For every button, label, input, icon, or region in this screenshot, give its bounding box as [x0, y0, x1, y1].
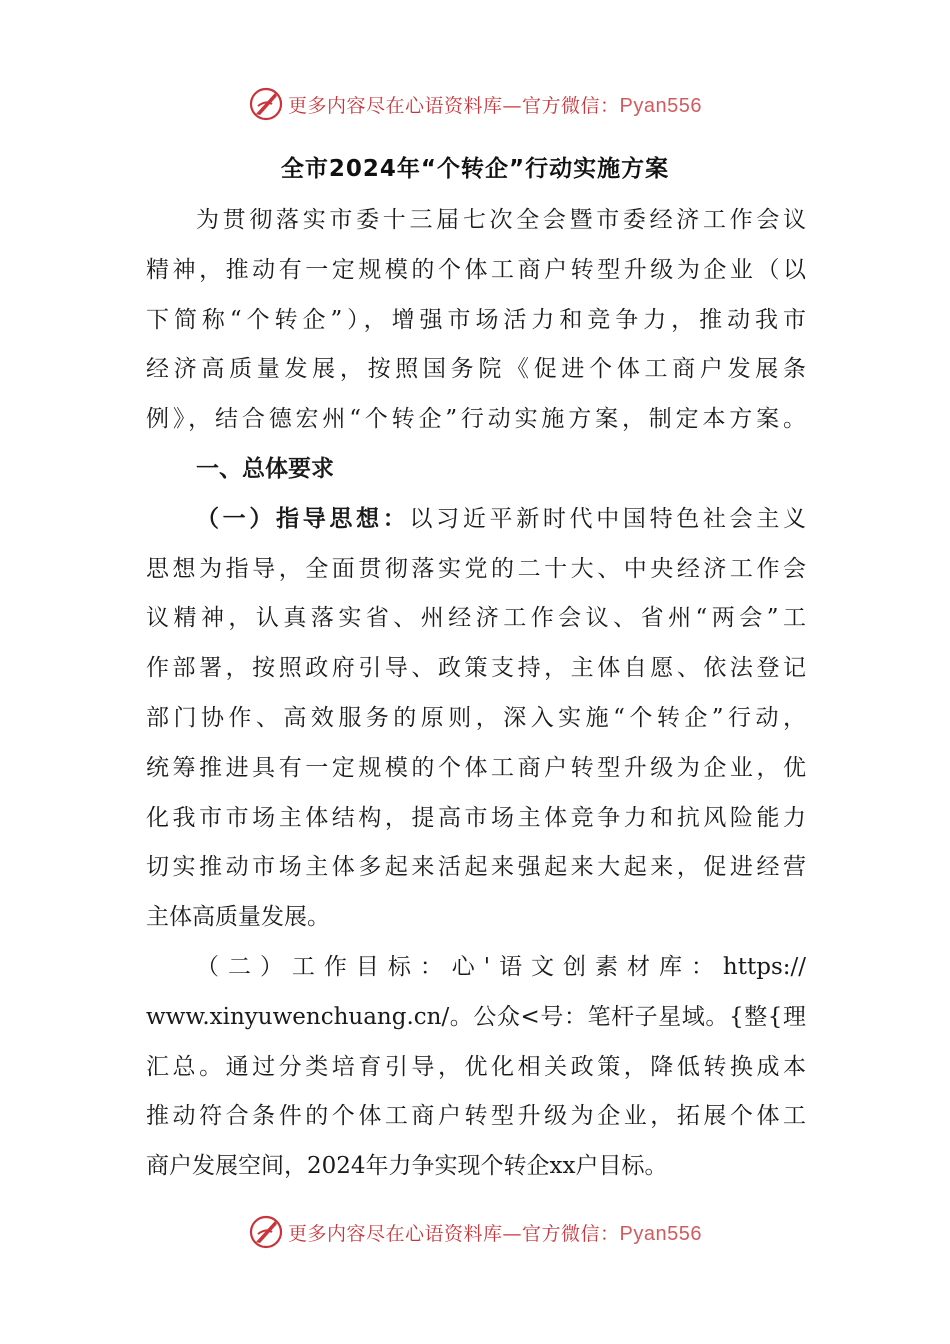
- paragraph-line: 思想为指导，全面贯彻落实党的二十大、中央经济工作会: [146, 555, 806, 582]
- paragraph-line: 精神，推动有一定规模的个体工商户转型升级为企业（以: [146, 256, 806, 283]
- watermark-banner-bottom: [0, 1212, 950, 1252]
- section-heading: 一、总体要求: [196, 455, 334, 482]
- paragraph-line: （一）指导思想：以习近平新时代中国特色社会主义: [196, 505, 807, 532]
- paragraph-line: 统筹推进具有一定规模的个体工商户转型升级为企业，优: [146, 754, 806, 781]
- paragraph-line: 主体高质量发展。: [146, 904, 330, 931]
- paragraph-line: 经济高质量发展，按照国务院《促进个体工商户发展条: [146, 356, 806, 383]
- document-title: 全市2024年“个转企”行动实施方案: [280, 156, 670, 182]
- watermark-text-top: 更多内容尽在心语资料库—官方微信：Pyan556: [288, 94, 702, 117]
- paragraph-line: 化我市市场主体结构，提高市场主体竞争力和抗风险能力: [146, 804, 806, 831]
- paragraph-line: 议精神，认真落实省、州经济工作会议、省州“两会”工: [146, 605, 806, 632]
- paragraph-line: www.xinyuwenchuang.cn/。公众<号：笔杆子星域。{整{理: [146, 1003, 806, 1030]
- subsection-label: （一）指导思想：: [196, 505, 410, 532]
- quill-logo-icon: [248, 86, 284, 122]
- paragraph-line: （二）工作目标：心'语文创素材库：https://: [196, 953, 806, 980]
- paragraph-line: 商户发展空间，2024年力争实现个转企xx户目标。: [146, 1153, 668, 1180]
- paragraph-line: 切实推动市场主体多起来活起来强起来大起来，促进经营: [146, 854, 806, 881]
- paragraph-line: 为贯彻落实市委十三届七次全会暨市委经济工作会议: [196, 207, 806, 233]
- paragraph-line: 部门协作、高效服务的原则，深入实施“个转企”行动，: [146, 704, 806, 731]
- paragraph-line: 汇总。通过分类培育引导，优化相关政策，降低转换成本: [146, 1053, 806, 1080]
- paragraph-line: 推动符合条件的个体工商户转型升级为企业，拓展个体工: [146, 1103, 806, 1130]
- watermark-banner-top: [0, 84, 950, 124]
- document-body: [146, 196, 806, 1192]
- quill-logo-icon: [248, 1214, 284, 1250]
- paragraph-line: 作部署，按照政府引导、政策支持，主体自愿、依法登记: [146, 655, 806, 682]
- watermark-text-bottom: 更多内容尽在心语资料库—官方微信：Pyan556: [288, 1222, 702, 1245]
- paragraph-line: 下简称“个转企”），增强市场活力和竞争力，推动我市: [146, 306, 806, 333]
- paragraph-line: 例》，结合德宏州“个转企”行动实施方案，制定本方案。: [146, 406, 806, 433]
